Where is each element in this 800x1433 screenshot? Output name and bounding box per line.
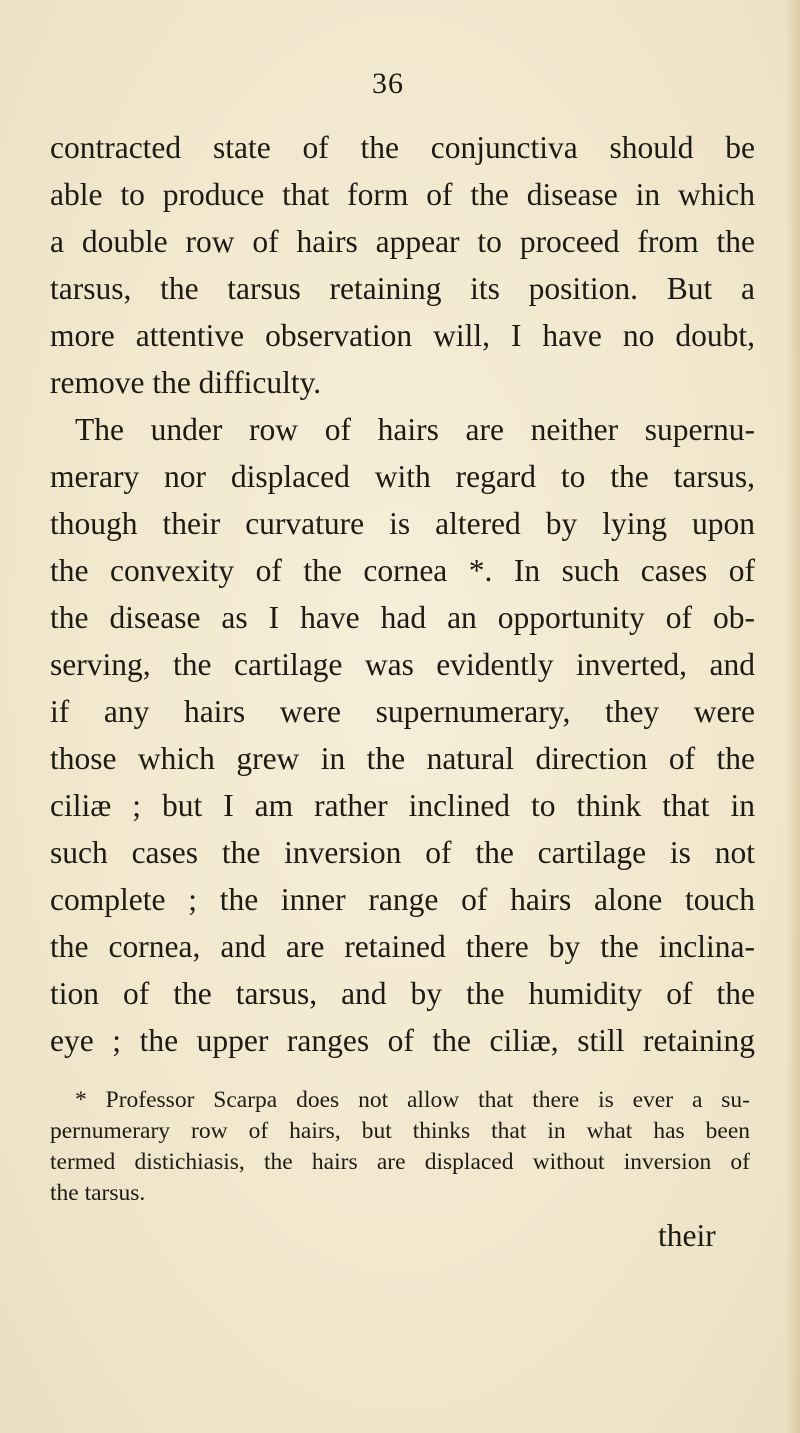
body-text xyxy=(50,124,755,1064)
text-line: the cornea, and are retained there by the inclina- xyxy=(50,929,755,964)
text-line: a double row of hairs appear to proceed from the xyxy=(50,224,755,259)
text-line: those which grew in the natural direction of the xyxy=(50,741,755,776)
text-line: tion of the tarsus, and by the humidity of the xyxy=(50,976,755,1011)
footnote-line: the tarsus. xyxy=(50,1180,146,1206)
text-line: though their curvature is altered by lying upon xyxy=(50,506,755,541)
text-line: if any hairs were supernumerary, they were xyxy=(50,694,755,729)
text-line: eye ; the upper ranges of the ciliæ, still retaining xyxy=(50,1023,755,1058)
text-line: complete ; the inner range of hairs alone touch xyxy=(50,882,755,917)
text-line: ciliæ ; but I am rather inclined to think that in xyxy=(50,788,755,823)
footnote xyxy=(50,1085,750,1209)
text-line: able to produce that form of the disease in which xyxy=(50,177,755,212)
text-line: The under row of hairs are neither supernu- xyxy=(75,412,755,447)
catchword: their xyxy=(658,1218,716,1253)
text-line: remove the difficulty. xyxy=(50,365,322,400)
text-line: merary nor displaced with regard to the tarsus, xyxy=(50,459,755,494)
page-edge-shadow xyxy=(786,0,800,1433)
text-line: tarsus, the tarsus retaining its position. But a xyxy=(50,271,755,306)
text-line: more attentive observation will, I have no doubt, xyxy=(50,318,755,353)
text-line: serving, the cartilage was evidently inverted, and xyxy=(50,647,755,682)
text-line: contracted state of the conjunctiva should be xyxy=(50,130,755,165)
page-number: 36 xyxy=(372,67,404,100)
text-line: such cases the inversion of the cartilage is not xyxy=(50,835,755,870)
footnote-line: termed distichiasis, the hairs are displaced without inversion of xyxy=(50,1149,750,1175)
text-line: the disease as I have had an opportunity of ob- xyxy=(50,600,755,635)
footnote-line: pernumerary row of hairs, but thinks that in what has been xyxy=(50,1118,750,1144)
footnote-line: * Professor Scarpa does not allow that there is ever a su- xyxy=(75,1087,750,1113)
text-line: the convexity of the cornea *. In such cases of xyxy=(50,553,755,588)
